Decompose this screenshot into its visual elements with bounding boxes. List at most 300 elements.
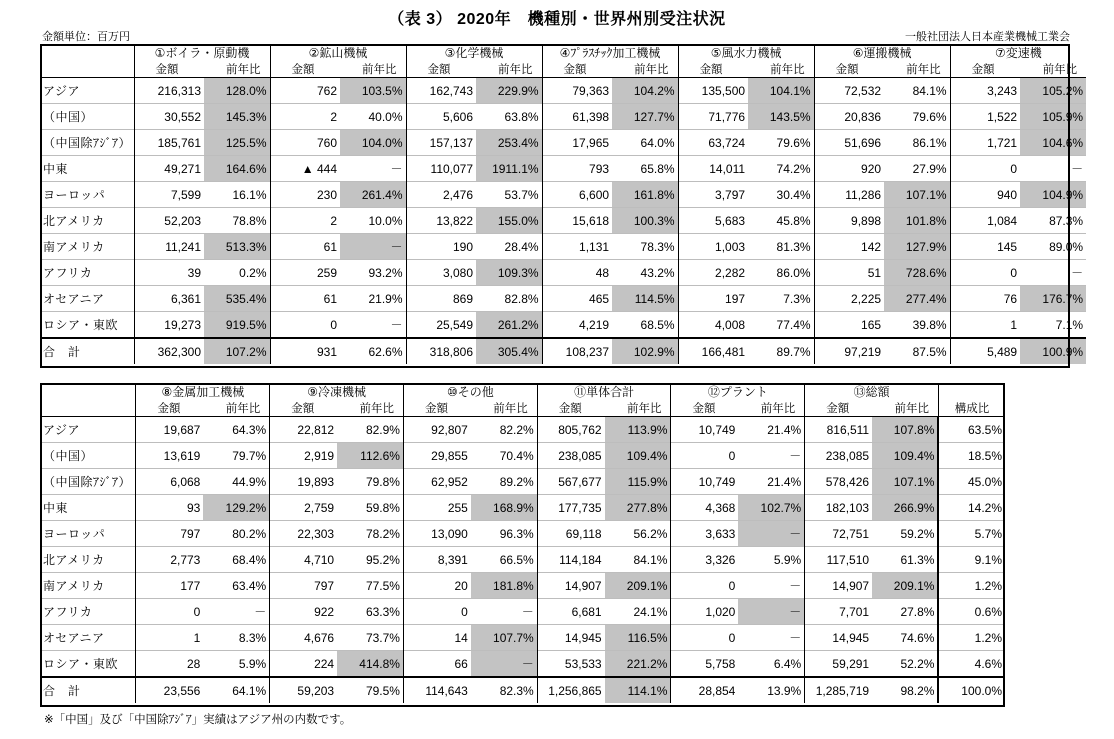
yoy-ratio-cell: 78.8% (204, 208, 270, 234)
yoy-ratio-cell: 87.3% (1020, 208, 1086, 234)
yoy-ratio-cell: 62.6% (340, 338, 406, 364)
yoy-ratio-cell: 107.1% (872, 469, 938, 495)
table-row (40, 208, 1086, 234)
region-label: ロシア・東欧 (40, 312, 134, 339)
region-label: （中国） (40, 443, 136, 469)
header-corner (40, 44, 134, 61)
share-cell: 63.5% (938, 417, 1005, 443)
amount-cell: 114,184 (537, 547, 604, 573)
category-header (805, 383, 939, 400)
amount-cell: 62,952 (403, 469, 470, 495)
yoy-ratio-cell: 305.4% (476, 338, 542, 364)
amount-cell: 28 (136, 651, 203, 678)
yoy-ratio-cell: 1911.1% (476, 156, 542, 182)
yoy-ratio-cell: 39.8% (884, 312, 950, 339)
yoy-ratio-cell: 21.4% (738, 417, 804, 443)
yoy-ratio-cell: 104.1% (748, 78, 814, 104)
yoy-ratio-cell: 127.9% (884, 234, 950, 260)
yoy-ratio-cell: 93.2% (340, 260, 406, 286)
yoy-ratio-cell: 253.4% (476, 130, 542, 156)
ratio-subheader: 前年比 (225, 403, 261, 415)
yoy-ratio-cell: 59.2% (872, 521, 938, 547)
table-row (40, 156, 1086, 182)
amount-cell: 797 (270, 573, 337, 599)
share-cell: 45.0% (938, 469, 1005, 495)
table-row (40, 104, 1086, 130)
amount-cell: 190 (406, 234, 476, 260)
amount-cell: 22,812 (270, 417, 337, 443)
amount-cell: 11,286 (814, 182, 884, 208)
category-name: ④ﾌﾟﾗｽﾁｯｸ加工機械 (559, 46, 661, 60)
orders-table-top (40, 44, 1086, 364)
amount-cell: 238,085 (537, 443, 604, 469)
region-label: 中東 (40, 495, 136, 521)
amount-cell: 259 (270, 260, 340, 286)
region-label: 南アメリカ (40, 234, 134, 260)
table-row (40, 443, 1005, 469)
yoy-ratio-cell: 52.2% (872, 651, 938, 678)
amount-cell: 69,118 (537, 521, 604, 547)
amount-cell: 816,511 (805, 417, 872, 443)
yoy-ratio-cell: 103.5% (340, 78, 406, 104)
yoy-ratio-cell: 127.7% (612, 104, 678, 130)
yoy-ratio-cell: 84.1% (605, 547, 671, 573)
yoy-ratio-cell: 155.0% (476, 208, 542, 234)
table-row (40, 625, 1005, 651)
yoy-ratio-cell: 209.1% (872, 573, 938, 599)
yoy-ratio-cell: 68.4% (203, 547, 269, 573)
share-cell: 0.6% (938, 599, 1005, 625)
table-row (40, 312, 1086, 339)
yoy-ratio-cell: 86.1% (884, 130, 950, 156)
amount-subheader: 金額 (699, 64, 723, 76)
yoy-ratio-cell: 229.9% (476, 78, 542, 104)
amount-cell: 7,599 (134, 182, 204, 208)
amount-cell: 22,303 (270, 521, 337, 547)
region-label: 合 計 (40, 677, 136, 703)
amount-cell: 2 (270, 104, 340, 130)
amount-cell: 20 (403, 573, 470, 599)
yoy-ratio-cell: 728.6% (884, 260, 950, 286)
share-cell: 14.2% (938, 495, 1005, 521)
subheader-labels (138, 61, 267, 77)
yoy-ratio-cell: 86.0% (748, 260, 814, 286)
table-row (40, 260, 1086, 286)
amount-cell: 2,282 (678, 260, 748, 286)
yoy-ratio-cell: 107.8% (872, 417, 938, 443)
yoy-ratio-cell: 5.9% (203, 651, 269, 678)
region-label: （中国） (40, 104, 134, 130)
amount-cell: 108,237 (542, 338, 612, 364)
amount-subheader: 金額 (427, 64, 451, 76)
yoy-ratio-cell: 43.2% (612, 260, 678, 286)
yoy-ratio-cell: 24.1% (605, 599, 671, 625)
yoy-ratio-cell: 78.3% (612, 234, 678, 260)
subheader-pair (406, 61, 542, 78)
yoy-ratio-cell: 65.8% (612, 156, 678, 182)
amount-cell: 5,489 (950, 338, 1020, 364)
amount-cell: 4,368 (671, 495, 738, 521)
source-label: 一般社団法人日本産業機械工業会 (905, 31, 1070, 43)
orders-table-bottom (40, 383, 1005, 703)
table-row (40, 521, 1005, 547)
amount-cell: 93 (136, 495, 203, 521)
yoy-ratio-cell: － (471, 651, 537, 678)
subheader-labels (273, 400, 400, 416)
yoy-ratio-cell: 100.3% (612, 208, 678, 234)
amount-cell: 25,549 (406, 312, 476, 339)
yoy-ratio-cell: 59.8% (337, 495, 403, 521)
subheader-labels (541, 400, 668, 416)
region-label: アフリカ (40, 599, 136, 625)
amount-cell: 2,919 (270, 443, 337, 469)
amount-cell: 3,080 (406, 260, 476, 286)
amount-cell: 177,735 (537, 495, 604, 521)
category-header (671, 383, 805, 400)
yoy-ratio-cell: － (340, 156, 406, 182)
yoy-ratio-cell: 104.0% (340, 130, 406, 156)
region-label: ロシア・東欧 (40, 651, 136, 678)
yoy-ratio-cell: 79.6% (748, 130, 814, 156)
yoy-ratio-cell: 30.4% (748, 182, 814, 208)
header-corner (40, 383, 136, 400)
amount-cell: 922 (270, 599, 337, 625)
yoy-ratio-cell: 161.8% (612, 182, 678, 208)
category-name: ⑫プラント (707, 385, 768, 399)
yoy-ratio-cell: 277.8% (605, 495, 671, 521)
category-name: ⑧金属加工機械 (161, 385, 245, 399)
ratio-subheader: 前年比 (906, 64, 941, 76)
amount-cell: 0 (950, 260, 1020, 286)
share-cell: 100.0% (938, 677, 1005, 703)
amount-cell: 0 (950, 156, 1020, 182)
amount-subheader: 金額 (835, 64, 859, 76)
amount-cell: 157,137 (406, 130, 476, 156)
amount-subheader: 金額 (291, 403, 315, 415)
amount-cell: 1 (950, 312, 1020, 339)
category-name: ①ボイラ・原動機 (154, 46, 250, 60)
ratio-subheader: 前年比 (359, 403, 394, 415)
yoy-ratio-cell: 79.6% (884, 104, 950, 130)
yoy-ratio-cell: 66.5% (471, 547, 537, 573)
amount-cell: 114,643 (403, 677, 470, 703)
yoy-ratio-cell: 74.2% (748, 156, 814, 182)
table-row (40, 651, 1005, 678)
yoy-ratio-cell: 101.8% (884, 208, 950, 234)
region-label: アジア (40, 78, 134, 104)
category-header (406, 44, 542, 61)
amount-cell: 3,797 (678, 182, 748, 208)
amount-cell: 10,749 (671, 469, 738, 495)
yoy-ratio-cell: 64.3% (203, 417, 269, 443)
footnote: ※「中国」及び「中国除ｱｼﾞｱ」実績はアジア州の内数です。 (44, 714, 352, 726)
region-label: アジア (40, 417, 136, 443)
table-row (40, 78, 1086, 104)
yoy-ratio-cell: 535.4% (204, 286, 270, 312)
category-name: ⑤風水力機械 (710, 46, 782, 60)
subheader-labels (954, 61, 1084, 77)
amount-cell: 1,285,719 (805, 677, 872, 703)
subheader-pair (270, 400, 404, 417)
category-header (814, 44, 950, 61)
amount-cell: 238,085 (805, 443, 872, 469)
subheader-labels (139, 400, 266, 416)
header-row-subheads (40, 61, 1086, 78)
yoy-ratio-cell: 125.5% (204, 130, 270, 156)
yoy-ratio-cell: － (340, 234, 406, 260)
amount-cell: 5,758 (671, 651, 738, 678)
total-row (40, 338, 1086, 364)
yoy-ratio-cell: 21.4% (738, 469, 804, 495)
ratio-subheader: 前年比 (770, 64, 805, 76)
yoy-ratio-cell: 266.9% (872, 495, 938, 521)
amount-cell: 4,219 (542, 312, 612, 339)
amount-cell: 51,696 (814, 130, 884, 156)
amount-subheader: 金額 (563, 64, 587, 76)
header-row-categories (40, 44, 1086, 61)
yoy-ratio-cell: 63.4% (203, 573, 269, 599)
yoy-ratio-cell: － (1020, 156, 1086, 182)
region-label: 中東 (40, 156, 134, 182)
yoy-ratio-cell: 87.5% (884, 338, 950, 364)
share-cell: 1.2% (938, 625, 1005, 651)
amount-cell: 2,476 (406, 182, 476, 208)
yoy-ratio-cell: 261.2% (476, 312, 542, 339)
yoy-ratio-cell: － (738, 599, 804, 625)
yoy-ratio-cell: 114.1% (605, 677, 671, 703)
yoy-ratio-cell: 7.3% (748, 286, 814, 312)
ratio-subheader: 前年比 (493, 403, 528, 415)
amount-cell: 230 (270, 182, 340, 208)
yoy-ratio-cell: － (340, 312, 406, 339)
amount-cell: 97,219 (814, 338, 884, 364)
yoy-ratio-cell: 96.3% (471, 521, 537, 547)
ratio-subheader: 前年比 (634, 64, 669, 76)
yoy-ratio-cell: 89.2% (471, 469, 537, 495)
amount-cell: 182,103 (805, 495, 872, 521)
amount-cell: 76 (950, 286, 1020, 312)
category-name: ⑨冷凍機械 (307, 385, 366, 399)
yoy-ratio-cell: － (203, 599, 269, 625)
yoy-ratio-cell: － (738, 521, 804, 547)
amount-cell: 224 (270, 651, 337, 678)
yoy-ratio-cell: 78.2% (337, 521, 403, 547)
subheader-labels (407, 400, 534, 416)
subheader-labels (410, 61, 539, 77)
table-row (40, 182, 1086, 208)
ratio-subheader: 前年比 (498, 64, 533, 76)
subheader-pair (136, 400, 270, 417)
amount-cell: 17,965 (542, 130, 612, 156)
amount-cell: 66 (403, 651, 470, 678)
amount-cell: 39 (134, 260, 204, 286)
category-name: ⑬総額 (853, 385, 890, 399)
amount-cell: 61,398 (542, 104, 612, 130)
amount-cell: 3,633 (671, 521, 738, 547)
yoy-ratio-cell: 113.9% (605, 417, 671, 443)
amount-cell: 20,836 (814, 104, 884, 130)
amount-cell: 30,552 (134, 104, 204, 130)
amount-cell: 6,600 (542, 182, 612, 208)
amount-cell: 318,806 (406, 338, 476, 364)
amount-cell: 61 (270, 234, 340, 260)
amount-cell: 29,855 (403, 443, 470, 469)
ratio-subheader: 前年比 (760, 403, 796, 415)
yoy-ratio-cell: 70.4% (471, 443, 537, 469)
yoy-ratio-cell: － (471, 599, 537, 625)
yoy-ratio-cell: 73.7% (337, 625, 403, 651)
amount-cell: 4,710 (270, 547, 337, 573)
amount-cell: 0 (403, 599, 470, 625)
share-header-blank (938, 383, 1005, 400)
subheader-pair (950, 61, 1086, 78)
subheader-pair (134, 61, 270, 78)
amount-cell: ▲ 444 (270, 156, 340, 182)
yoy-ratio-cell: 63.8% (476, 104, 542, 130)
region-label: （中国除ｱｼﾞｱ） (40, 130, 134, 156)
yoy-ratio-cell: 89.7% (748, 338, 814, 364)
amount-cell: 920 (814, 156, 884, 182)
yoy-ratio-cell: 79.8% (337, 469, 403, 495)
amount-cell: 177 (136, 573, 203, 599)
category-header (950, 44, 1086, 61)
amount-cell: 59,203 (270, 677, 337, 703)
yoy-ratio-cell: 109.4% (872, 443, 938, 469)
yoy-ratio-cell: 82.2% (471, 417, 537, 443)
amount-cell: 15,618 (542, 208, 612, 234)
amount-cell: 71,776 (678, 104, 748, 130)
yoy-ratio-cell: 64.1% (203, 677, 269, 703)
amount-cell: 59,291 (805, 651, 872, 678)
yoy-ratio-cell: 45.8% (748, 208, 814, 234)
amount-subheader: 金額 (971, 64, 995, 76)
yoy-ratio-cell: 105.9% (1020, 104, 1086, 130)
yoy-ratio-cell: 107.2% (204, 338, 270, 364)
yoy-ratio-cell: 7.1% (1020, 312, 1086, 339)
amount-cell: 0 (136, 599, 203, 625)
yoy-ratio-cell: 44.9% (203, 469, 269, 495)
amount-cell: 165 (814, 312, 884, 339)
amount-cell: 6,681 (537, 599, 604, 625)
category-header (136, 383, 270, 400)
amount-subheader: 金額 (692, 403, 716, 415)
amount-cell: 48 (542, 260, 612, 286)
amount-subheader: 金額 (826, 403, 850, 415)
table-row (40, 130, 1086, 156)
amount-cell: 13,822 (406, 208, 476, 234)
amount-cell: 13,090 (403, 521, 470, 547)
yoy-ratio-cell: 61.3% (872, 547, 938, 573)
amount-cell: 19,893 (270, 469, 337, 495)
yoy-ratio-cell: 105.2% (1020, 78, 1086, 104)
yoy-ratio-cell: 98.2% (872, 677, 938, 703)
amount-cell: 578,426 (805, 469, 872, 495)
yoy-ratio-cell: 53.7% (476, 182, 542, 208)
yoy-ratio-cell: 129.2% (203, 495, 269, 521)
amount-cell: 79,363 (542, 78, 612, 104)
amount-cell: 465 (542, 286, 612, 312)
amount-cell: 2,759 (270, 495, 337, 521)
yoy-ratio-cell: － (738, 573, 804, 599)
yoy-ratio-cell: 104.6% (1020, 130, 1086, 156)
yoy-ratio-cell: 919.5% (204, 312, 270, 339)
share-cell: 9.1% (938, 547, 1005, 573)
region-label: 合 計 (40, 338, 134, 364)
ratio-subheader: 前年比 (226, 64, 261, 76)
amount-cell: 145 (950, 234, 1020, 260)
category-header (270, 44, 406, 61)
amount-subheader: 金額 (558, 403, 582, 415)
table-row (40, 469, 1005, 495)
region-label: （中国除ｱｼﾞｱ） (40, 469, 136, 495)
share-cell: 5.7% (938, 521, 1005, 547)
ratio-subheader: 前年比 (362, 64, 397, 76)
category-name: ③化学機械 (444, 46, 504, 60)
yoy-ratio-cell: 77.5% (337, 573, 403, 599)
amount-cell: 117,510 (805, 547, 872, 573)
amount-cell: 1,020 (671, 599, 738, 625)
category-header (403, 383, 537, 400)
amount-cell: 797 (136, 521, 203, 547)
ratio-subheader: 前年比 (626, 403, 662, 415)
region-label: オセアニア (40, 625, 136, 651)
yoy-ratio-cell: 115.9% (605, 469, 671, 495)
share-subheader: 構成比 (938, 400, 1005, 417)
yoy-ratio-cell: 176.7% (1020, 286, 1086, 312)
table-row (40, 495, 1005, 521)
subheader-pair (678, 61, 814, 78)
amount-cell: 4,008 (678, 312, 748, 339)
region-label: 南アメリカ (40, 573, 136, 599)
yoy-ratio-cell: 100.9% (1020, 338, 1086, 364)
amount-cell: 1,256,865 (537, 677, 604, 703)
amount-cell: 5,606 (406, 104, 476, 130)
amount-cell: 6,068 (136, 469, 203, 495)
yoy-ratio-cell: 102.7% (738, 495, 804, 521)
yoy-ratio-cell: 77.4% (748, 312, 814, 339)
yoy-ratio-cell: 112.6% (337, 443, 403, 469)
amount-cell: 940 (950, 182, 1020, 208)
category-name: ⑪単体合計 (574, 385, 635, 399)
amount-cell: 28,854 (671, 677, 738, 703)
region-label: 北アメリカ (40, 547, 136, 573)
amount-cell: 1 (136, 625, 203, 651)
yoy-ratio-cell: 209.1% (605, 573, 671, 599)
yoy-ratio-cell: 414.8% (337, 651, 403, 678)
amount-cell: 14,945 (805, 625, 872, 651)
amount-cell: 1,084 (950, 208, 1020, 234)
yoy-ratio-cell: － (1020, 260, 1086, 286)
amount-cell: 2,225 (814, 286, 884, 312)
amount-cell: 92,807 (403, 417, 470, 443)
subheader-pair (542, 61, 678, 78)
amount-cell: 14,945 (537, 625, 604, 651)
amount-cell: 8,391 (403, 547, 470, 573)
yoy-ratio-cell: 8.3% (203, 625, 269, 651)
amount-cell: 1,131 (542, 234, 612, 260)
table-row (40, 599, 1005, 625)
subheader-pair (537, 400, 671, 417)
yoy-ratio-cell: 64.0% (612, 130, 678, 156)
header-row-categories (40, 383, 1005, 400)
total-row (40, 677, 1005, 703)
unit-label: 金額単位：百万円 (42, 31, 130, 43)
amount-cell: 0 (671, 625, 738, 651)
amount-cell: 11,241 (134, 234, 204, 260)
amount-cell: 10,749 (671, 417, 738, 443)
amount-cell: 1,003 (678, 234, 748, 260)
amount-cell: 0 (270, 312, 340, 339)
